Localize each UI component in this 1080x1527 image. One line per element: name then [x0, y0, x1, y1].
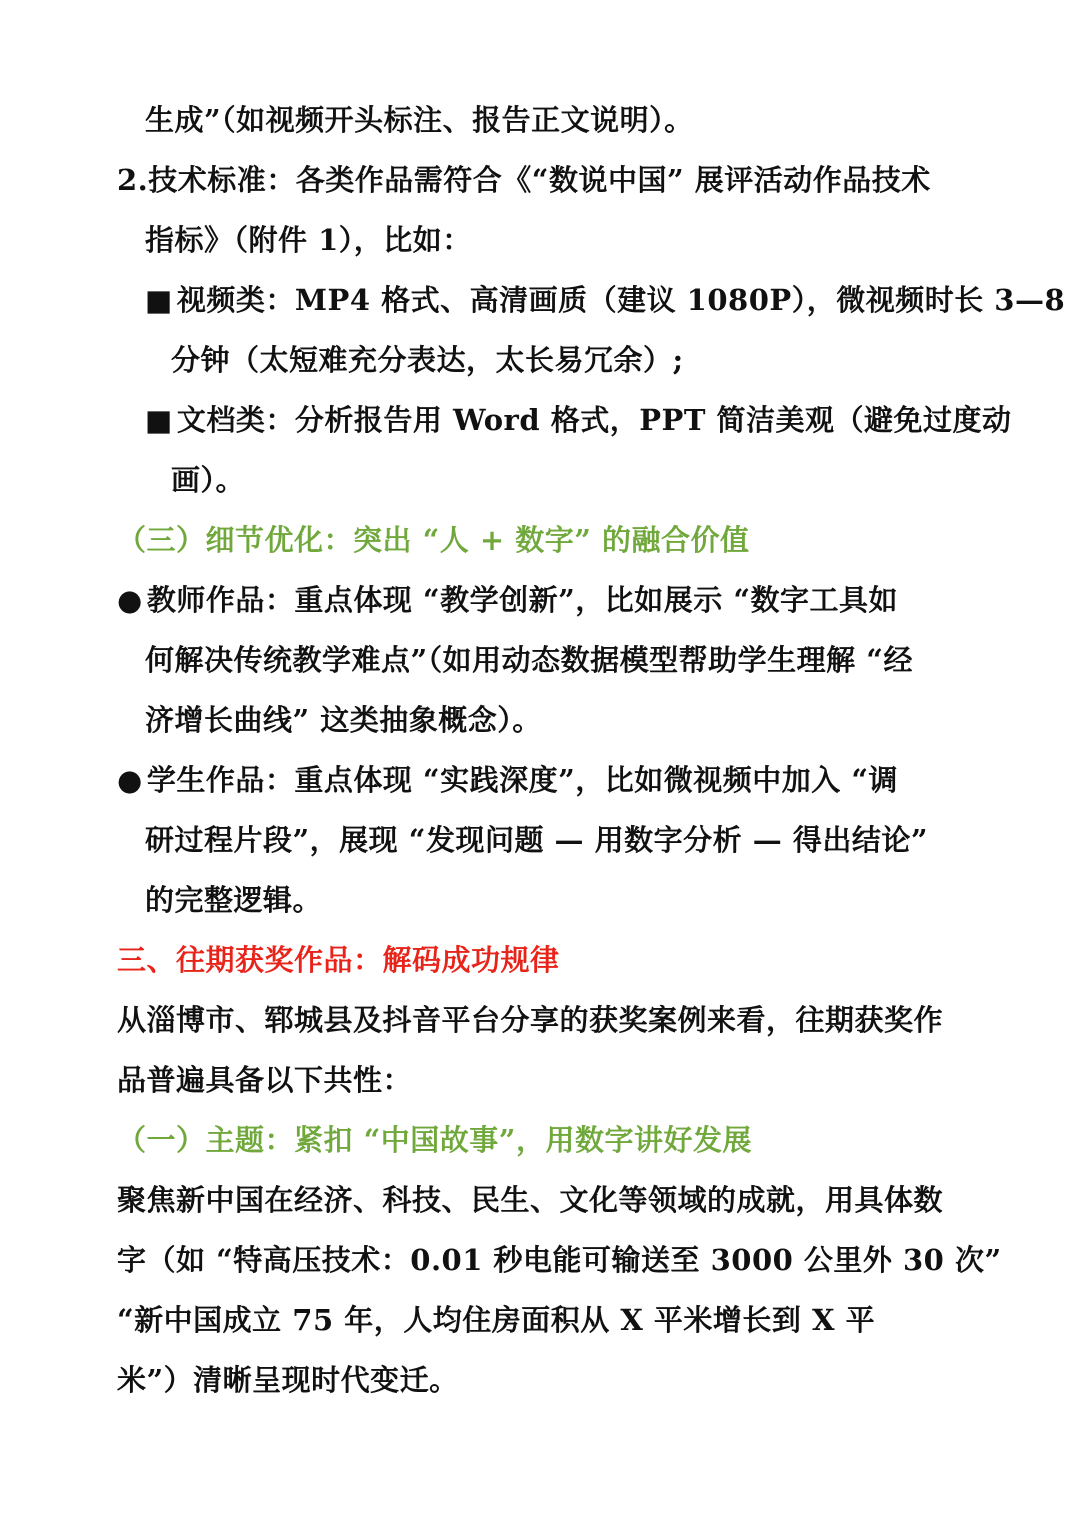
paragraph-theme-continued: 米”）清晰呈现时代变迁。 [117, 1363, 459, 1397]
paragraph-past-winners-continued: 品普遍具备以下共性： [117, 1063, 413, 1097]
paragraph-past-winners: 从淄博市、郓城县及抖音平台分享的获奖案例来看，往期获奖作 [117, 1003, 944, 1037]
square-bullet-icon: ■ [145, 403, 173, 437]
student-works-bullet: ● 学生作品：重点体现 “实践深度”，比如微视频中加入 “调 [117, 760, 898, 800]
video-spec-bullet-continued: 分钟（太短难充分表达，太长易冗余）; [171, 343, 684, 377]
round-bullet-icon: ● [117, 583, 143, 617]
paragraph-theme-continued: “新中国成立 75 年，人均住房面积从 X 平米增长到 X 平 [117, 1303, 876, 1337]
technical-standard-item-continued: 指标》（附件 1），比如： [145, 223, 472, 257]
subheading-theme: （一）主题：紧扣 “中国故事”，用数字讲好发展 [117, 1123, 752, 1157]
paragraph-theme-continued: 字（如 “特高压技术：0.01 秒电能可输送至 3000 公里外 30 次” [117, 1243, 1002, 1277]
video-spec-bullet: ■ 视频类：MP4 格式、高清画质（建议 1080P），微视频时长 3—8 [145, 280, 1065, 320]
teacher-works-bullet-continued: 何解决传统教学难点”（如用动态数据模型帮助学生理解 “经 [145, 643, 913, 677]
student-works-bullet-continued: 的完整逻辑。 [145, 883, 323, 917]
paragraph-continuation-line: 生成”（如视频开头标注、报告正文说明）。 [145, 103, 694, 137]
technical-standard-item: 2.技术标准：各类作品需符合《“数说中国” 展评活动作品技术 [117, 163, 931, 197]
document-spec-bullet-continued: 画）。 [171, 463, 246, 497]
square-bullet-icon: ■ [145, 283, 173, 317]
student-works-bullet-continued: 研过程片段”，展现 “发现问题 — 用数字分析 — 得出结论” [145, 823, 929, 857]
teacher-works-bullet: ● 教师作品：重点体现 “教学创新”，比如展示 “数字工具如 [117, 580, 898, 620]
paragraph-theme: 聚焦新中国在经济、科技、民生、文化等领域的成就，用具体数 [117, 1183, 944, 1217]
teacher-works-bullet-continued: 济增长曲线” 这类抽象概念）。 [145, 703, 542, 737]
document-spec-bullet: ■ 文档类：分析报告用 Word 格式，PPT 简洁美观（避免过度动 [145, 400, 1012, 440]
subheading-detail-optimization: （三）细节优化：突出 “人 + 数字” 的融合价值 [117, 523, 750, 557]
round-bullet-icon: ● [117, 763, 143, 797]
section-heading-past-winners: 三、往期获奖作品：解码成功规律 [117, 943, 560, 977]
